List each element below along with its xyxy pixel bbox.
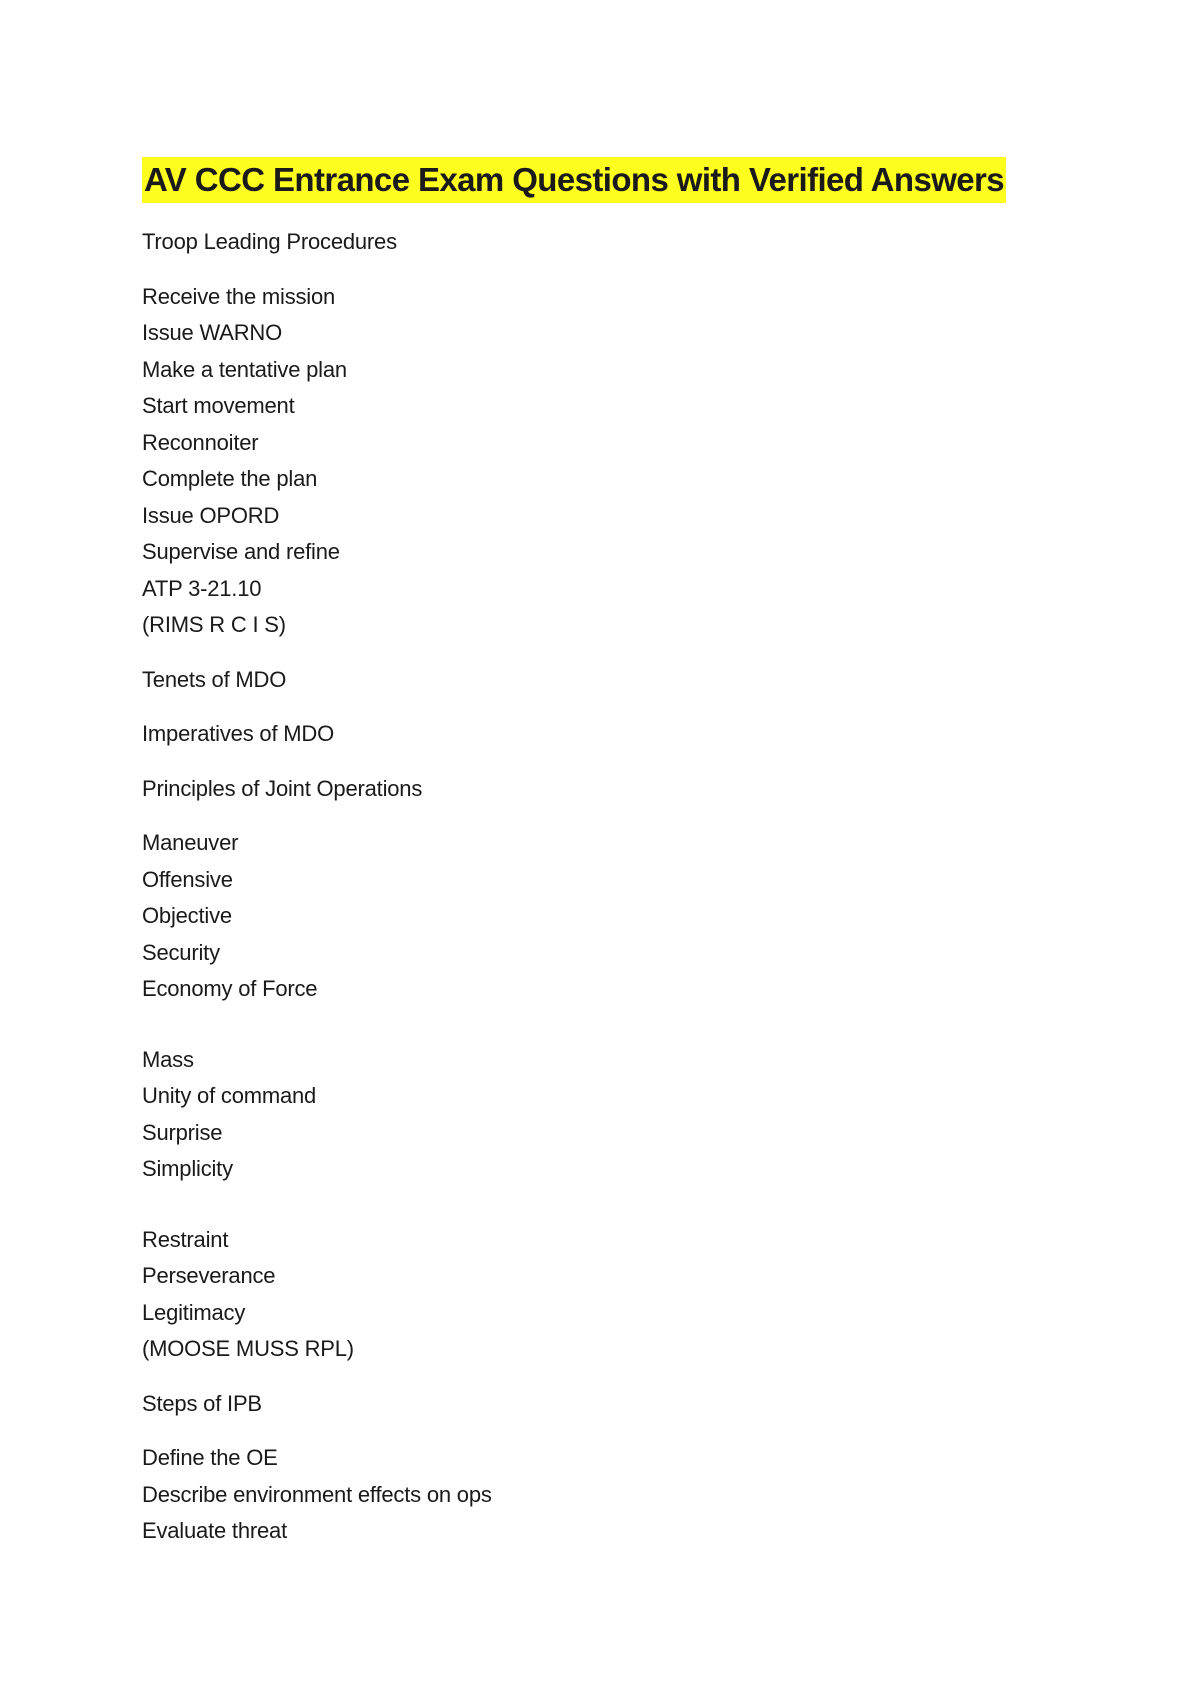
paragraph-gap [142,1422,1042,1440]
document-title: AV CCC Entrance Exam Questions with Verified Answers [142,157,1006,203]
answer-line: Receive the mission [142,283,336,309]
question-imperatives-of-mdo [142,716,1042,753]
answer-line: Objective [142,903,232,928]
answer-line: Evaluate threat [142,1518,287,1543]
question-principles-of-joint-operations [142,771,1042,808]
blank-line-gap [142,1188,1042,1222]
answer-line: Define the OE [142,1445,278,1470]
answer-joint-operations-part-c [142,1222,1042,1368]
question-text: Steps of IPB [142,1390,262,1416]
paragraph-gap [142,753,1042,771]
answer-line: (MOOSE MUSS RPL) [142,1336,354,1361]
answer-steps-of-ipb [142,1440,1042,1550]
answer-line: Offensive [142,866,233,892]
answer-line: Mass [142,1046,194,1072]
question-steps-of-ipb [142,1386,1042,1423]
answer-line: Security [142,939,220,965]
question-text: Imperatives of MDO [142,721,335,746]
answer-line: (RIMS R C I S) [142,612,286,637]
blank-line-gap [142,1008,1042,1042]
answer-joint-operations-part-b [142,1042,1042,1188]
answer-line: Start movement [142,393,295,418]
answer-line: Complete the plan [142,466,318,491]
answer-joint-operations-part-a [142,825,1042,1008]
question-troop-leading-procedures [142,224,1042,261]
answer-line: Restraint [142,1226,229,1252]
paragraph-gap [142,698,1042,716]
answer-line: Reconnoiter [142,429,259,455]
document-body [142,224,1042,1550]
question-tenets-of-mdo [142,662,1042,699]
answer-line: Issue WARNO [142,320,283,345]
question-text: Tenets of MDO [142,666,287,692]
answer-line: Economy of Force [142,976,318,1001]
paragraph-gap [142,261,1042,279]
question-text: Principles of Joint Operations [142,775,423,801]
answer-line: Maneuver [142,830,239,855]
answer-line: Supervise and refine [142,539,340,564]
paragraph-gap [142,1368,1042,1386]
question-text: Troop Leading Procedures [142,229,397,254]
answer-line: Unity of command [142,1083,317,1108]
paragraph-gap [142,807,1042,825]
paragraph-gap [142,644,1042,662]
answer-line: Surprise [142,1119,223,1145]
answer-troop-leading-procedures [142,279,1042,644]
answer-line: Legitimacy [142,1299,246,1325]
answer-line: Perseverance [142,1263,276,1288]
answer-line: Make a tentative plan [142,356,347,382]
answer-line: Simplicity [142,1156,233,1181]
answer-line: Describe environment effects on ops [142,1481,492,1507]
answer-line: Issue OPORD [142,502,280,528]
answer-line: ATP 3-21.10 [142,575,262,601]
